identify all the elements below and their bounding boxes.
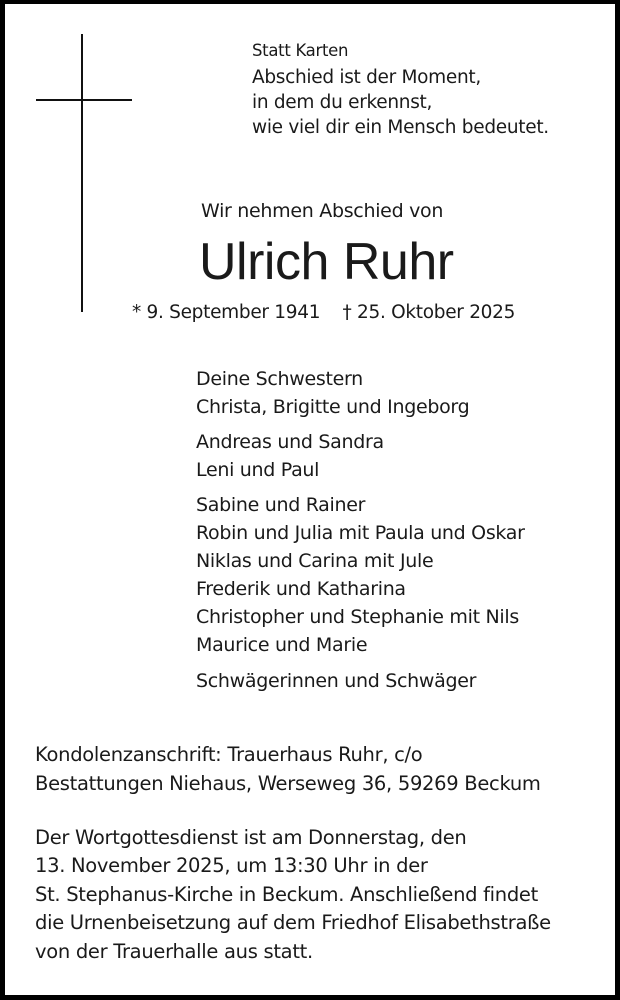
poem-line: in dem du erkennst, [252, 92, 433, 113]
family-line: Christopher und Stephanie mit Nils [196, 606, 519, 628]
family-line: Sabine und Rainer [196, 494, 366, 516]
family-line: Frederik und Katharina [196, 578, 406, 600]
poem-line: wie viel dir ein Mensch bedeutet. [252, 117, 549, 138]
family-line: Niklas und Carina mit Jule [196, 550, 434, 572]
intro-text: Wir nehmen Abschied von [201, 200, 444, 222]
condolence-line: Bestattungen Niehaus, Werseweg 36, 59269 Beckum [35, 772, 541, 795]
condolence-line: Kondolenzanschrift: Trauerhaus Ruhr, c/o [35, 743, 423, 766]
family-line: Leni und Paul [196, 459, 320, 481]
family-line: Deine Schwestern [196, 368, 363, 390]
service-line: von der Trauerhalle aus statt. [35, 940, 313, 963]
service-line: Der Wortgottesdienst ist am Donnerstag, den [35, 826, 467, 849]
life-dates: * 9. September 1941 † 25. Oktober 2025 [132, 302, 516, 323]
cross-vertical-bar [81, 34, 83, 312]
obituary-notice [5, 4, 615, 995]
family-line: Schwägerinnen und Schwäger [196, 670, 477, 692]
deceased-name: Ulrich Ruhr [199, 233, 454, 291]
family-line: Robin und Julia mit Paula und Oskar [196, 522, 525, 544]
family-line: Christa, Brigitte und Ingeborg [196, 396, 470, 418]
service-line: St. Stephanus-Kirche in Beckum. Anschließend findet [35, 883, 538, 906]
family-line: Maurice und Marie [196, 634, 368, 656]
header-note: Statt Karten [252, 41, 349, 60]
family-line: Andreas und Sandra [196, 431, 384, 453]
service-line: die Urnenbeisetzung auf dem Friedhof Elisabethstraße [35, 911, 551, 934]
cross-horizontal-bar [36, 99, 132, 101]
service-line: 13. November 2025, um 13:30 Uhr in der [35, 854, 428, 877]
poem-line: Abschied ist der Moment, [252, 67, 481, 88]
